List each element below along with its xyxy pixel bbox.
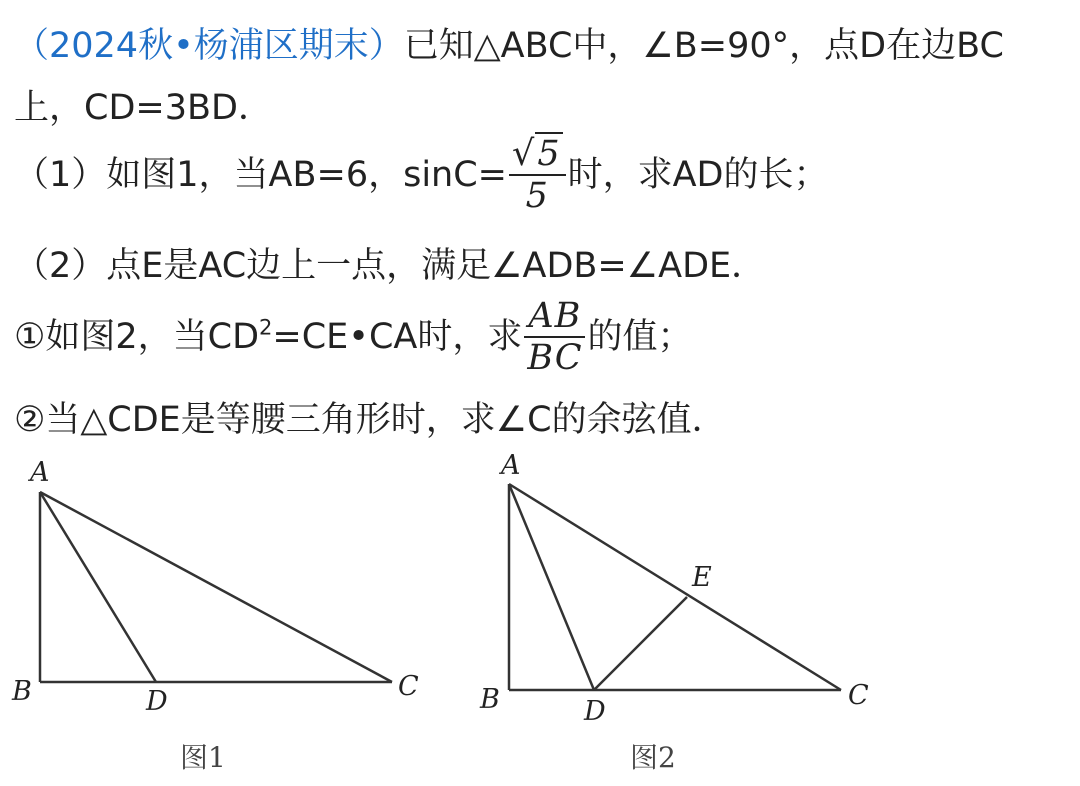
part1-suffix: 时，求AD的长； bbox=[567, 155, 829, 195]
part1-fraction-denominator: 5 bbox=[525, 176, 549, 216]
sqrt-icon: √ bbox=[512, 134, 536, 174]
segment-AC bbox=[40, 492, 392, 682]
sub2-text: ②当△CDE是等腰三角形时，求∠C的余弦值． bbox=[14, 400, 727, 440]
point-label-B: B bbox=[480, 684, 500, 715]
problem-line-2 bbox=[14, 86, 273, 130]
problem-part1 bbox=[14, 134, 829, 234]
segment-DE bbox=[594, 597, 687, 690]
sub1-suffix: 的值； bbox=[587, 317, 693, 357]
sub1-fraction bbox=[524, 296, 585, 378]
problem-part2 bbox=[14, 244, 766, 288]
point-label-A: A bbox=[501, 450, 521, 481]
sub1-fraction-denominator: BC bbox=[527, 338, 583, 378]
sub1-exponent: 2 bbox=[259, 315, 273, 340]
problem-sub2 bbox=[14, 398, 727, 442]
part1-fraction-numerator bbox=[509, 134, 566, 176]
point-label-E: E bbox=[692, 562, 712, 593]
figure-1-diagram bbox=[0, 450, 440, 730]
part2-text: （2）点E是AC边上一点，满足∠ADB=∠ADE． bbox=[14, 246, 767, 286]
segment-AD bbox=[40, 492, 156, 682]
segment-AD bbox=[509, 484, 594, 690]
problem-intro: 已知△ABC中，∠B=90°，点D在边BC bbox=[403, 26, 1004, 66]
figure-2 bbox=[470, 450, 890, 730]
problem-source: （2024秋•杨浦区期末） bbox=[14, 26, 404, 66]
point-label-B: B bbox=[12, 676, 32, 707]
part1-radicand: 5 bbox=[537, 134, 561, 174]
sub1-fraction-numerator: AB bbox=[524, 296, 585, 338]
figure-2-caption: 图2 bbox=[630, 741, 676, 774]
segment-AC bbox=[509, 484, 841, 690]
figure-2-diagram bbox=[470, 450, 890, 730]
part1-fraction bbox=[509, 134, 566, 216]
point-label-D: D bbox=[146, 686, 168, 717]
problem-line-1 bbox=[14, 24, 1004, 68]
point-label-C: C bbox=[398, 671, 419, 702]
point-label-A: A bbox=[30, 457, 50, 488]
sub1-prefix: ①如图2，当CD bbox=[14, 317, 260, 357]
problem-intro-cont: 上，CD=3BD． bbox=[14, 88, 273, 128]
problem-sub1 bbox=[14, 296, 693, 396]
figure-1 bbox=[0, 450, 440, 730]
point-label-D: D bbox=[584, 696, 606, 727]
part1-prefix: （1）如图1，当AB=6，sinC= bbox=[14, 155, 507, 195]
figure-1-caption: 图1 bbox=[180, 741, 226, 774]
sub1-mid: =CE•CA时，求 bbox=[272, 317, 523, 357]
point-label-C: C bbox=[848, 680, 869, 711]
